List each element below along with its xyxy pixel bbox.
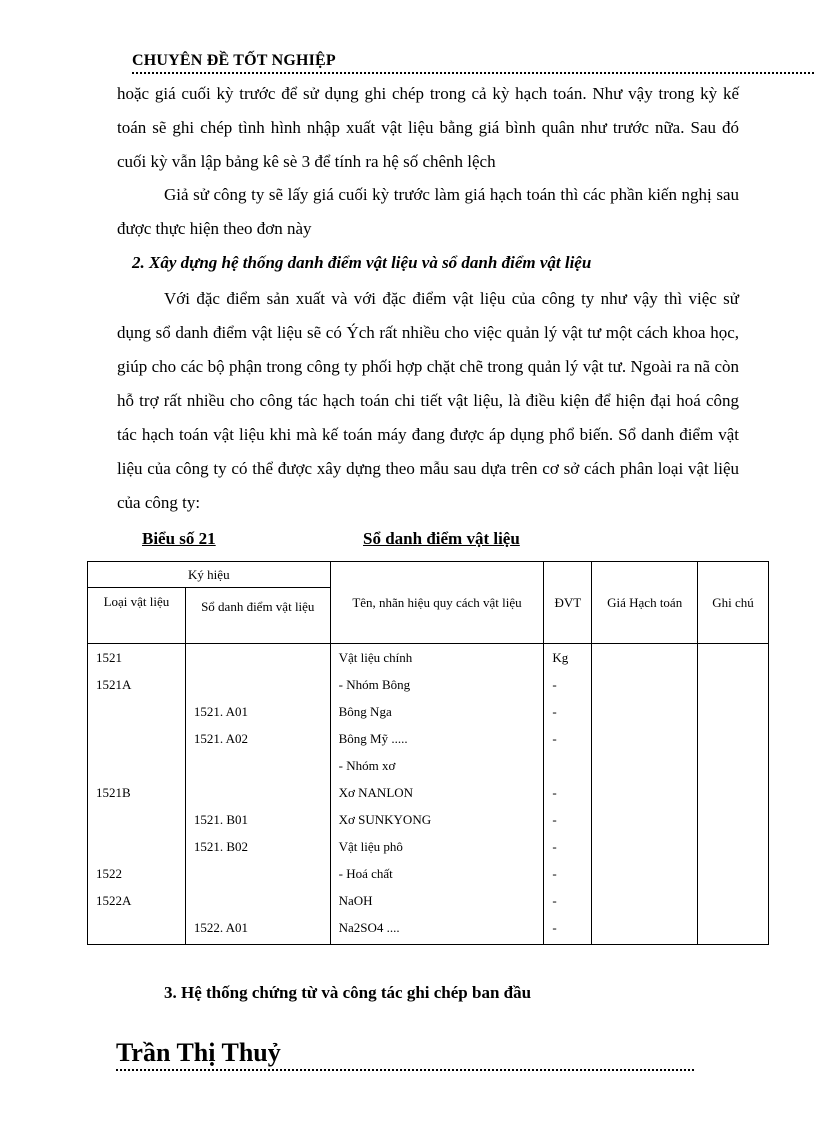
cell-ten: Na2SO4 ....	[338, 920, 400, 935]
column-loai	[88, 644, 186, 945]
column-gia	[592, 644, 698, 945]
cell-ten: - Hoá chất	[338, 866, 393, 881]
section-3-heading: 3. Hệ thống chứng từ và công tác ghi chép ban đầu	[164, 983, 532, 1002]
column-ten	[330, 644, 544, 945]
cell-so	[194, 887, 330, 914]
cell-so	[194, 671, 330, 698]
cell-ten: Xơ SUNKYONG	[338, 812, 432, 827]
table-caption-number: Biểu số 21	[142, 529, 216, 548]
header-dvt: ĐVT	[544, 562, 592, 644]
cell-dvt: -	[552, 839, 557, 854]
section-2-heading: 2. Xây dựng hệ thống danh điểm vật liệu và sổ danh điểm vật liệu	[132, 253, 592, 272]
author-signature: Trần Thị Thuỷ	[116, 1038, 281, 1067]
header-ten: Tên, nhãn hiệu quy cách vật liệu	[330, 562, 544, 644]
cell-dvt: -	[552, 677, 557, 692]
cell-dvt: -	[552, 731, 557, 746]
cell-dvt: -	[552, 920, 557, 935]
cell-loai	[96, 806, 185, 833]
cell-loai: 1521	[96, 650, 122, 665]
cell-so	[194, 752, 330, 779]
cell-so: 1522. A01	[193, 920, 249, 935]
header-ghi-chu: Ghi chú	[698, 562, 769, 644]
header-ky-hieu: Ký hiệu	[88, 562, 331, 588]
material-catalog-table	[87, 561, 769, 945]
header-dotted-rule	[132, 72, 814, 74]
cell-loai: 1522A	[96, 893, 132, 908]
cell-dvt: -	[552, 866, 557, 881]
cell-so: 1521. A02	[193, 731, 249, 746]
cell-so	[194, 644, 330, 671]
column-dvt	[544, 644, 592, 945]
header-so-danh-diem: Sổ danh điểm vật liệu	[185, 588, 330, 644]
header-loai: Loại vật liệu	[88, 588, 186, 644]
cell-loai	[96, 833, 185, 860]
cell-ten: Vật liệu phô	[338, 839, 403, 854]
paragraph-3: Với đặc điểm sản xuất và với đặc điểm vật liệu của công ty như vậy thì việc sử dụng sổ danh điểm vật liệu sẽ có Ých rất nhiều cho việc quản lý vật tư một cách khoa học, giúp cho các bộ phận trong công ty phối hợp chặt chẽ trong quản lý vật tư. Ngoài ra nã còn hỗ trợ rất nhiều cho công tác hạch toán chi tiết vật liệu, là điều kiện để hiện đại hoá công tác hạch toán vật liệu khi mà kế toán máy đang được áp dụng phổ biến. Sổ danh điểm vật liệu của công ty có thể được xây dựng theo mẫu sau dựa trên cơ sở cách phân loại vật liệu của công ty:	[117, 289, 739, 512]
cell-dvt	[552, 752, 591, 779]
cell-loai: 1521A	[96, 677, 132, 692]
cell-so: 1521. A01	[193, 704, 249, 719]
cell-loai	[96, 698, 185, 725]
cell-ten: - Nhóm Bông	[338, 677, 411, 692]
cell-dvt: -	[552, 812, 557, 827]
document-header-title: CHUYÊN ĐỀ TỐT NGHIỆP	[132, 52, 336, 69]
cell-dvt: -	[552, 785, 557, 800]
cell-dvt: -	[552, 704, 557, 719]
cell-loai: 1522	[96, 866, 122, 881]
cell-dvt: Kg	[552, 650, 569, 665]
cell-so: 1521. B02	[193, 839, 249, 854]
cell-so: 1521. B01	[193, 812, 249, 827]
cell-dvt: -	[552, 893, 557, 908]
cell-ten: Xơ NANLON	[338, 785, 414, 800]
paragraph-1: hoặc giá cuối kỳ trước để sử dụng ghi chép trong cả kỳ hạch toán. Như vậy trong kỳ kế toán sẽ ghi chép tình hình nhập xuất vật liệu bằng giá bình quân như trước nữa. Sau đó cuối kỳ vẫn lập bảng kê sè 3 để tính ra hệ số chênh lệch	[117, 84, 739, 171]
cell-ten: Bông Nga	[338, 704, 392, 719]
table-body-row	[88, 644, 769, 945]
cell-ten: NaOH	[338, 893, 373, 908]
cell-ten: Vật liệu chính	[338, 650, 413, 665]
header-gia: Giá Hạch toán	[592, 562, 698, 644]
column-so-danh-diem	[185, 644, 330, 945]
cell-so	[194, 860, 330, 887]
cell-loai	[96, 914, 185, 941]
cell-ten: Bông Mỹ .....	[338, 731, 408, 746]
signature-dotted-rule	[116, 1069, 694, 1071]
table-caption-title: Sổ danh điểm vật liệu	[363, 529, 520, 548]
column-ghi-chu	[698, 644, 769, 945]
cell-ten: - Nhóm xơ	[338, 758, 396, 773]
cell-loai: 1521B	[96, 785, 131, 800]
paragraph-2: Giả sử công ty sẽ lấy giá cuối kỳ trước làm giá hạch toán thì các phần kiến nghị sau được thực hiện theo đơn này	[117, 185, 739, 238]
cell-loai	[96, 752, 185, 779]
cell-loai	[96, 725, 185, 752]
cell-so	[194, 779, 330, 806]
